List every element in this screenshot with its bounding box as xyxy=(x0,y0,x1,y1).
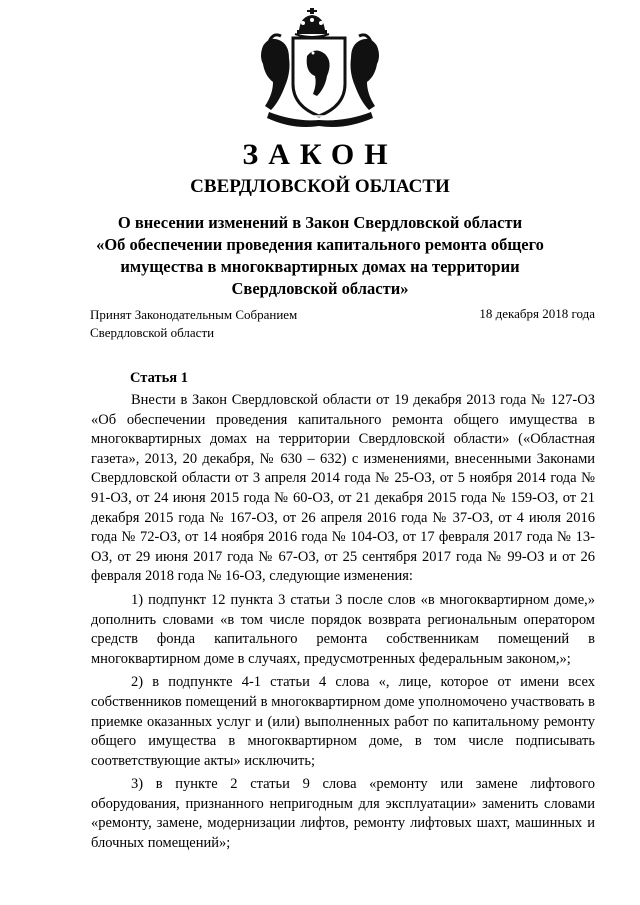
article-title: Статья 1 xyxy=(130,370,188,386)
adoption-line: Свердловской области xyxy=(90,325,215,340)
region-title: СВЕРДЛОВСКОЙ ОБЛАСТИ xyxy=(190,176,450,197)
heading-line: О внесении изменений в Закон Свердловской области xyxy=(117,213,523,232)
adoption-note xyxy=(90,306,297,342)
article-paragraph: 1) подпункт 12 пункта 3 статьи 3 после слов «в многоквартирном доме,» дополнить словами «в том числе порядок возврата региональным оператором средств фонда капитального ремонта собственникам помещений в многоквартирном доме в случаях, предусмотренных федеральным законом,»; xyxy=(91,591,595,667)
coat-of-arms-icon xyxy=(255,6,385,131)
article-paragraph: 2) в подпункте 4-1 статьи 4 слова «, лице, которое от имени всех собственников помещений в многоквартирном доме уполномочено участвовать в приемке оказанных услуг и (или) выполненных работ по капитальному ремонту общего имущества в многоквартирном доме, в том числе подписывать соответствующие акты» исключить; xyxy=(91,674,595,769)
adoption-date: 18 декабря 2018 года xyxy=(479,306,595,321)
article-body xyxy=(91,391,595,858)
adoption-line: Принят Законодательным Собранием xyxy=(90,307,298,322)
heading-line: имущества в многоквартирных домах на территории xyxy=(120,257,520,276)
heading-line: Свердловской области» xyxy=(231,279,409,298)
heading-line: «Об обеспечении проведения капитального ремонта общего xyxy=(96,235,544,254)
article-paragraph: Внести в Закон Свердловской области от 19 декабря 2013 года № 127-ОЗ «Об обеспечении проведения капитального ремонта общего имущества в многоквартирных домах на территории Свердловской области» («Областная газета», 2013, 20 декабря, № 630 – 632) с изменениями, внесенными Законами Свердловской области от 3 апреля 2014 года № 25-ОЗ, от 5 ноября 2014 года № 91-ОЗ, от 24 июня 2015 года № 60-ОЗ, от 21 декабря 2015 года № 159-ОЗ, от 21 декабря 2015 года № 167-ОЗ, от 26 апреля 2016 года № 37-ОЗ, от 4 июля 2016 года № 72-ОЗ, от 14 ноября 2016 года № 104-ОЗ, от 17 февраля 2017 года № 13-ОЗ, от 29 июня 2017 года № 67-ОЗ, от 25 сентября 2017 года № 99-ОЗ и от 26 февраля 2018 года № 16-ОЗ, следующие изменения: xyxy=(91,392,595,585)
law-heading xyxy=(40,212,600,300)
article-paragraph: 3) в пункте 2 статьи 9 слова «ремонту или замене лифтового оборудования, признанного непригодным для эксплуатации» заменить словами «ремонту, замене, модернизации лифтов, ремонту лифтовых шахт, машинных и блочных помещений»; xyxy=(91,776,595,852)
law-title: ЗАКОН xyxy=(242,138,398,171)
